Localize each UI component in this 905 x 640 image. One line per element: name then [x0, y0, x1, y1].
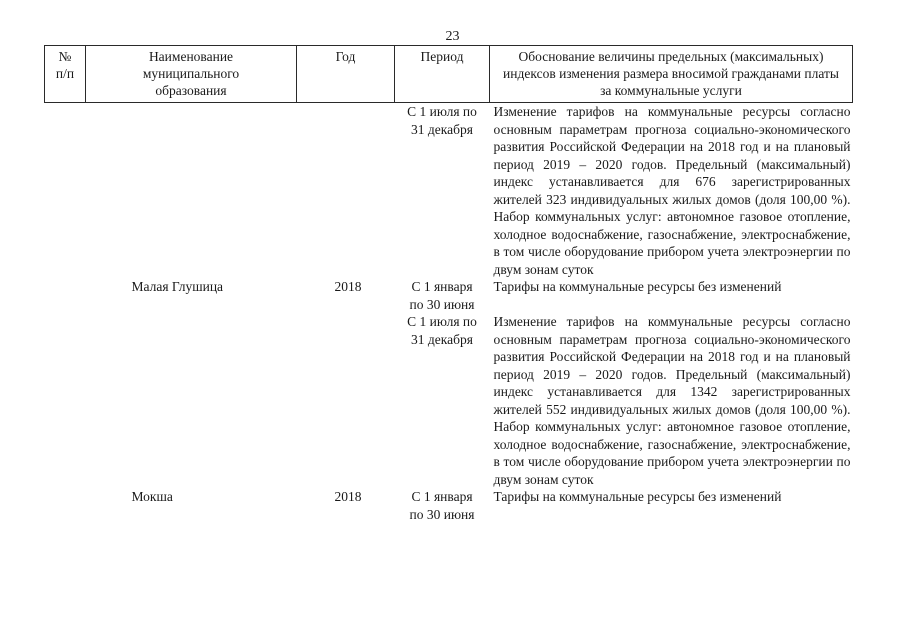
cell-year: 2018	[334, 489, 362, 504]
cell-justification: Изменение тарифов на коммунальные ресурсы согласно основным параметрам прогноза социально-экономического развития Российской Федерации на 2018 год и на плановый период 2019 – 2020 годов. Предельный (максимальный) индекс устанавливается для 1342 зарегистрированных жителей 552 индивидуальных жилых домов (доля 100,00 %). Набор коммунальных услуг: автономное газовое отопление, холодное водоснабжение, газоснабжение, электроснабжение, в том числе оборудование прибором учета электроэнергии по двум зонам суток	[493, 314, 851, 487]
header-municipality-name: Наименование муниципального образования	[86, 46, 297, 103]
cell-justification: Тарифы на коммунальные ресурсы без изменений	[493, 279, 782, 294]
header-justification: Обоснование величины предельных (максимальных) индексов изменения размера вносимой гражданами платы за коммунальные услуги	[490, 46, 853, 103]
cell-period: С 1 января по 30 июня	[409, 279, 475, 312]
table-row	[45, 103, 853, 279]
page-number: 23	[445, 29, 460, 44]
cell-number	[45, 103, 86, 279]
table-row	[45, 278, 853, 313]
cell-period: С 1 июля по 31 декабря	[407, 104, 477, 137]
cell-number	[45, 488, 86, 523]
table-row	[45, 488, 853, 523]
cell-year	[297, 313, 395, 488]
cell-period: С 1 июля по 31 декабря	[407, 314, 477, 347]
cell-justification: Тарифы на коммунальные ресурсы без изменений	[493, 489, 782, 504]
cell-number	[45, 278, 86, 313]
cell-municipality	[86, 313, 297, 488]
cell-municipality: Мокша	[131, 489, 173, 504]
table-row	[45, 313, 853, 488]
tariff-index-table	[44, 45, 853, 523]
cell-period: С 1 января по 30 июня	[409, 489, 475, 522]
cell-justification: Изменение тарифов на коммунальные ресурсы согласно основным параметрам прогноза социально-экономического развития Российской Федерации на 2018 год и на плановый период 2019 – 2020 годов. Предельный (максимальный) индекс устанавливается для 676 зарегистрированных жителей 323 индивидуальных жилых домов (доля 100,00 %). Набор коммунальных услуг: автономное газовое отопление, холодное водоснабжение, газоснабжение, электроснабжение, в том числе оборудование прибором учета электроэнергии по двум зонам суток	[493, 104, 851, 277]
header-row	[45, 46, 853, 103]
cell-number	[45, 313, 86, 488]
table-body	[45, 103, 853, 524]
cell-municipality: Малая Глушица	[131, 279, 224, 294]
header-number: № п/п	[45, 46, 86, 103]
header-year: Год	[297, 46, 395, 103]
header-period: Период	[395, 46, 490, 103]
cell-year	[297, 103, 395, 279]
cell-year: 2018	[334, 279, 362, 294]
cell-municipality	[86, 103, 297, 279]
table-header	[45, 46, 853, 103]
